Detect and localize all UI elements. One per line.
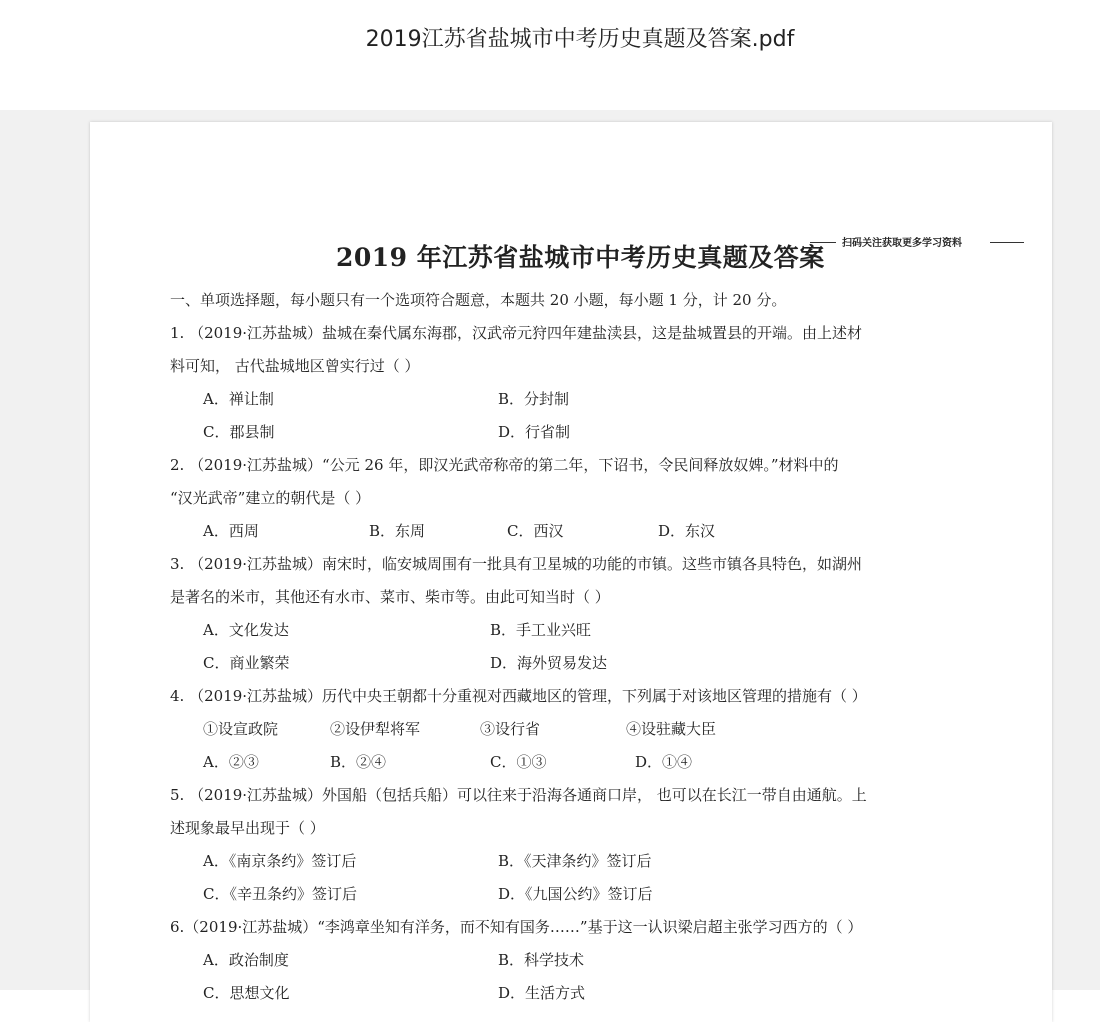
pdf-page (90, 122, 1052, 1022)
banner-rule-left (810, 242, 836, 243)
question-4-option-b: B．②④ (330, 753, 387, 771)
question-5-option-c: C．《辛丑条约》签订后 (203, 885, 357, 903)
banner-rule-right (990, 242, 1024, 243)
question-1-option-a: A．禅让制 (203, 390, 274, 408)
question-3-option-a: A．文化发达 (203, 621, 289, 639)
document-title: 2019江苏省盐城市中考历史真题及答案.pdf (365, 27, 795, 52)
question-5-option-b: B．《天津条约》签订后 (498, 852, 652, 870)
question-2-line-2: “汉光武帝”建立的朝代是（ ） (170, 489, 371, 507)
question-1-line-1: 1. （2019·江苏盐城）盐城在秦代属东海郡，汉武帝元狩四年建盐渎县，这是盐城置县的开端。由上述材 (170, 324, 863, 342)
question-5-option-d: D．《九国公约》签订后 (498, 885, 653, 903)
question-4-option-c: C．①③ (490, 753, 547, 771)
question-3-option-c: C．商业繁荣 (203, 654, 290, 672)
question-2-line-1: 2. （2019·江苏盐城）“公元 26 年，即汉光武帝称帝的第二年，下诏书，令民间释放奴婢。”材料中的 (170, 456, 839, 474)
banner-text: 扫码关注获取更多学习资料 (842, 238, 962, 249)
question-2-option-d: D．东汉 (658, 522, 716, 540)
question-3-option-b: B．手工业兴旺 (490, 621, 592, 639)
side-banner (810, 234, 1032, 250)
question-6-option-c: C．思想文化 (203, 984, 290, 1002)
question-1-line-2: 料可知， 古代盐城地区曾实行过（ ） (170, 357, 420, 375)
viewer-header (0, 0, 1100, 110)
question-4-option-a: A．②③ (203, 753, 259, 771)
question-2-option-b: B．东周 (369, 522, 426, 540)
question-1-option-d: D．行省制 (498, 423, 571, 441)
question-3-option-d: D．海外贸易发达 (490, 654, 608, 672)
section-header: 一、单项选择题，每小题只有一个选项符合题意，本题共 20 小题，每小题 1 分，计 20 分。 (170, 291, 787, 309)
question-4-item-4: ④设驻藏大臣 (626, 720, 717, 738)
question-2-option-c: C．西汉 (507, 522, 564, 540)
question-4-line-1: 4. （2019·江苏盐城）历代中央王朝都十分重视对西藏地区的管理，下列属于对该地区管理的措施有（ ） (170, 687, 867, 705)
page-heading: 2019 年江苏省盐城市中考历史真题及答案 (336, 243, 825, 272)
question-4-item-3: ③设行省 (480, 720, 541, 738)
question-5-line-2: 述现象最早出现于（ ） (170, 819, 325, 837)
question-4-item-2: ②设伊犁将军 (330, 720, 421, 738)
question-4-item-1: ①设宣政院 (203, 720, 279, 738)
question-3-line-1: 3. （2019·江苏盐城）南宋时，临安城周围有一批具有卫星城的功能的市镇。这些市镇各具特色，如湖州 (170, 555, 863, 573)
question-5-line-1: 5. （2019·江苏盐城）外国船（包括兵船）可以往来于沿海各通商口岸， 也可以在长江一带自由通航。上 (170, 786, 867, 804)
question-6-option-a: A．政治制度 (203, 951, 289, 969)
question-1-option-b: B．分封制 (498, 390, 570, 408)
question-6-line-1: 6.（2019·江苏盐城）“李鸿章坐知有洋务，而不知有国务……”基于这一认识梁启超主张学习西方的（ ） (170, 918, 863, 936)
question-6-option-b: B．科学技术 (498, 951, 585, 969)
question-5-option-a: A．《南京条约》签订后 (203, 852, 357, 870)
question-3-line-2: 是著名的米市，其他还有水市、菜市、柴市等。由此可知当时（ ） (170, 588, 610, 606)
question-1-option-c: C．郡县制 (203, 423, 275, 441)
question-4-option-d: D．①④ (635, 753, 693, 771)
question-6-option-d: D．生活方式 (498, 984, 586, 1002)
question-2-option-a: A．西周 (203, 522, 259, 540)
